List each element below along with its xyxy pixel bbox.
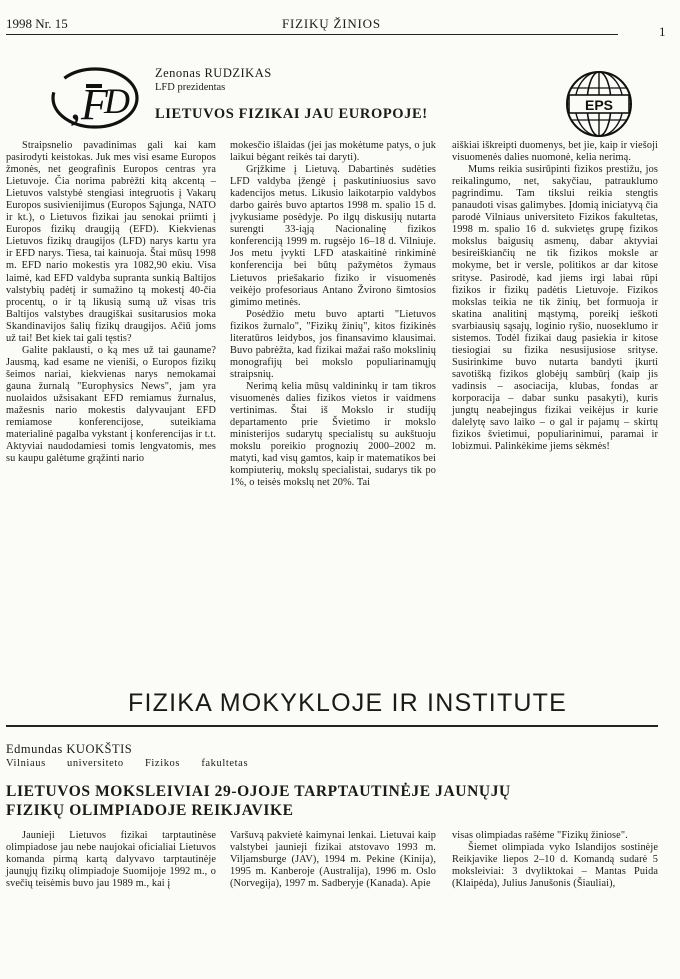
article2-paragraph: Jaunieji Lietuvos fizikai tarptautinėse olimpiadose jau nebe naujokai oficialiai Lietuvos komanda pirmą kartą dalyvavo tarptautinėje jaunųjų fizikų olimpiadoje Suomijoje 1992 m., o svečių teisėmis buvo jau 1989 m., kai į [6,830,216,890]
article1-column-2 [230,140,436,489]
article1-paragraph: aiškiai iškreipti duomenys, bet jie, kaip ir viešoji visuomenės dalies nuomonė, kelia nerimą. [452,140,658,164]
section-title: FIZIKA MOKYKLOJE IR INSTITUTE [128,689,568,717]
article2-paragraph: visas olimpiadas rašėme "Fizikų žiniose". [452,830,628,841]
page-number: 1 [659,24,666,39]
article2-title-line-2: FIZIKŲ OLIMPIADOJE REIKJAVIKE [6,802,294,819]
article1-paragraph: Mums reikia susirūpinti fizikos prestižu, jos reikalingumo, net, sakyčiau, patrauklumo pagrindimu. Tam tikslui reikia stengtis panaudoti visas galimybes. Įdomią iniciatyvą čia parodė Vilniaus universiteto Fizikos fakultetas, 1998 m. spalio 16 d. sukvietęs grupę fizikos mokslus baigusių asmenų, dabar aktyviai besireiškiančių ne tik fizikos moksle ar mokyme, bet ir versle, politikos ar dar kitose srityse. Pasirodė, kad jiems irgi labai rūpi fizikos ir fizikų padėtis Lietuvoje. Fizikos mokslas teikia ne tik žinių, bet formuoja ir skatina analitinį mąstymą, poreikį ieškoti svarbiausių sąsajų, loginio ryšio, nuoseklumo ir sistemos. Todėl fizikai daug pasiekia ir kitose tiesiogiai su fizika nesusijusiose srityse. Susirinkime buvo nutarta bandyti įkurti savotišką fizikos globėjų sambūrį (kaip jis vadinsis – asociacija, klubas, fondas ar korporacija – dabar sunku pasakyti), kuris jungtų neabejingus fizikai veikėjus ir kurie dalelytę savo laiko – o gal ir pajamų – skirtų fizikos švietimui, populiarinimui, paramai ir lobizmui. Palinkėkime jiems sėkmės! [452,164,658,453]
svg-text:D: D [104,81,130,121]
article2-paragraph: Varšuvą pakvietė kaimynai lenkai. Lietuvai kaip valstybei jaunieji fizikai atstovavo 1993 m. Viljamsburge (JAV), 1994 m. Pekine (Kinija), 1995 m. Kanberoje (Australija), 1996 m. Oslo (Norvegija), 1997 m. Sadberyje (Kanada). Apie [230,830,436,890]
article2-column-3 [452,830,658,890]
issue-number: 1998 Nr. 15 [6,16,68,31]
article1-paragraph: Nerimą kelia mūsų valdininkų ir tam tikros visuomenės dalies fizikos vietos ir vaidmens vertinimas. Štai iš Mokslo ir studijų departamento prie Švietimo ir mokslo ministerijos sudarytų specialistų su aukštuoju mokslu poreikio prognozių 2000–2002 m. matyti, kad visų gamtos, kaip ir matematikos bei kompiuterių, mokslų specialistai, sudarys tik po 1%, o teisės mokslų net 20%. Tai [230,380,436,489]
article2-author-role: Vilniaus universiteto Fizikos fakultetas [6,758,249,769]
section-rule [6,725,658,727]
article2-author: Edmundas KUOKŠTIS [6,742,133,756]
article2-title-line-1: LIETUVOS MOKSLEIVIAI 29-OJOJE TARPTAUTINĖJE JAUNŲJŲ [6,783,511,800]
svg-text:EPS: EPS [584,97,614,113]
article2-column-1 [6,830,216,890]
article1-author: Zenonas RUDZIKAS [155,66,272,80]
article1-paragraph: mokesčio išlaidas (jei jas mokėtume patys, o juk laikui bėgant reikės tai daryti). [230,140,436,164]
eps-logo-icon [563,68,635,140]
article1-column-1 [6,140,216,465]
article1-author-role: LFD prezidentas [155,82,226,93]
article1-paragraph: Straipsnelio pavadinimas gali kai kam pasirodyti keistokas. Juk mes visi esame Europos žmonės, net geografinis Europos centras yra Lietuvoje. Čia norima pabrėžti kitą akcentą – Lietuvos valstybė stengiasi integruotis į Vakarų Europos susivienijimus (Europos Sąjunga, NATO ir kt.), o Lietuvos fizikai jau senokai priimti į Europos fizikų draugiją (EFD). Kiekvienas Lietuvos fizikų draugijos (LFD) narys kartu yra ir EFD narys. Tiesa, tai kainuoja. Štai mūsų 1998 m. EFD nario mokestis yra 1082,90 ekiu. Visa laimė, kad EFD valdyba supranta sunkią Baltijos valstybių padėtį ir sumažino tą mokestį 40-čia procentų, o ir tą likusią sumą už visas tris Baltijos valstybes draugiškai susitarusios moka Skandinavijos šalių fizikų draugijos. Ačiū joms už tai! Bet kiek tai gali tęstis? [6,140,216,344]
article2-column-2 [230,830,436,890]
article1-column-3 [452,140,658,453]
article1-paragraph: Posėdžio metu buvo aptarti "Lietuvos fizikos žurnalo", "Fizikų žinių", kitos fizikinės literatūros leidybos, jos finansavimo klausimai. Buvo pabrėžta, kad fizikai mažai rašo mokslinių monografijų bei mokslo populiarinamųjų straipsnių. [230,308,436,380]
svg-text:,F: ,F [70,80,108,129]
article2-paragraph: Šiemet olimpiada vyko Islandijos sostinėje Reikjavike liepos 2–10 d. Komandą sudarė 5 moksleiviai: 3 dvyliktokai – Mantas Puida (Klaipėda), Julius Janušonis (Šiauliai), [452,842,658,890]
journal-title: FIZIKŲ ŽINIOS [282,16,381,31]
header-rule [6,34,618,35]
article1-paragraph: Grįžkime į Lietuvą. Dabartinės sudėties LFD valdyba įžengė į paskutiniuosius savo kadencijos metus. Likusio laikotarpio valdybos darbo gairės buvo aptartos 1998 m. spalio 15 d. įvykusiame posėdyje. Po ilgų diskusijų nutarta surengti 33-iąją Nacionalinę fizikos konferenciją 1999 m. rugsėjo 16–18 d. Vilniuje. Jos metu įvykti LFD ataskaitinė rinkiminė konferencija bei būtų pažymėtos žymaus Lietuvos priešakario fiziko ir visuomenės veikėjo profesoriaus Antano Žvirono šimtosios gimimo metinės. [230,164,436,308]
article1-title: LIETUVOS FIZIKAI JAU EUROPOJE! [155,106,428,122]
article1-paragraph: Galite paklausti, o ką mes už tai gauname? Jausmą, kad esame ne vieniši, o Europos fizikų šeimos nariai, kiekvienas narys nemokamai gauna žurnalą "Europhysics News", jam yra nuolaidos užsisakant EFD remiamus žurnalus, mažesnis nario mokestis dalyvaujant EFD remiamose konferencijose, suteikiama materialinė pagalba vykstant į konferencijas ir t.t. Aktyviai naudodamiesi tomis lengvatomis, mes su kaupu galėtume grąžinti nario [6,344,216,465]
lfd-logo-icon [42,64,148,132]
